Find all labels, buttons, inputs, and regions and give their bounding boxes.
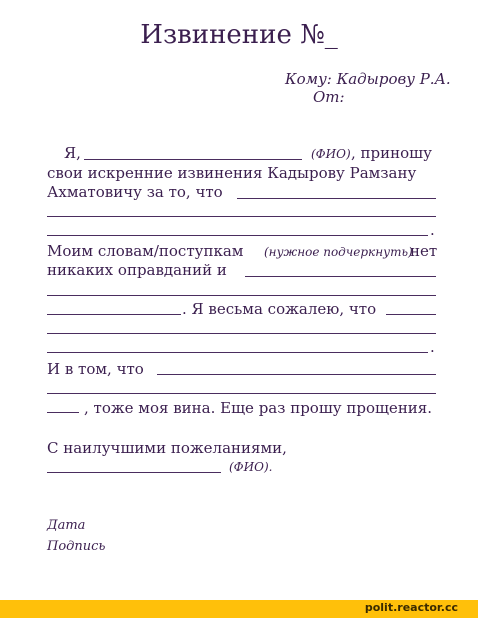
- p3-end: , тоже моя вина. Еще раз прошу прощения.: [84, 399, 433, 417]
- document-title: Извинение №_: [140, 20, 338, 50]
- site-watermark: polit.reactor.cc: [364, 601, 458, 614]
- excuse-blank-line-1: [245, 276, 436, 277]
- signature-label: Подпись: [47, 539, 106, 554]
- fault-blank-line-1: [157, 374, 436, 375]
- closing-fio-hint: (ФИО).: [229, 460, 273, 474]
- p1-start: Я,: [64, 144, 81, 162]
- p1-period: .: [430, 221, 435, 239]
- fio-hint: (ФИО): [311, 147, 351, 161]
- p1-line2: свои искренние извинения Кадырову Рамзану: [47, 164, 417, 182]
- date-label: Дата: [47, 518, 86, 533]
- p1-line3: Ахматовичу за то, что: [47, 183, 223, 201]
- closing-fio-line: [47, 472, 221, 473]
- p2-hint: (нужное подчеркнуть): [264, 245, 413, 259]
- regret-blank-line-3: [47, 352, 428, 353]
- regret-blank-line-1: [386, 314, 436, 315]
- closing: С наилучшими пожеланиями,: [47, 439, 287, 457]
- recipient: Кому: Кадырову Р.А.: [285, 70, 451, 88]
- p3-start: И в том, что: [47, 360, 144, 378]
- p2-after-hint: нет: [410, 242, 438, 260]
- excuse-blank-line-2: [47, 295, 436, 296]
- p1-after-fio: , приношу: [351, 144, 432, 162]
- fio-blank-line: [84, 159, 302, 160]
- footer-bar: [0, 600, 478, 618]
- p2-start: Моим словам/поступкам: [47, 242, 244, 260]
- fault-blank-line-2: [47, 393, 436, 394]
- regret-blank-line-2: [47, 333, 436, 334]
- p2-mid: . Я весьма сожалею, что: [182, 300, 377, 318]
- p2-period: .: [430, 338, 435, 356]
- reason-blank-line-3: [47, 235, 428, 236]
- p2-line2: никаких оправданий и: [47, 261, 227, 279]
- sender-label: От:: [313, 88, 345, 106]
- reason-blank-line-1: [237, 198, 436, 199]
- fault-blank-line-3: [47, 412, 79, 413]
- reason-blank-line-2: [47, 216, 436, 217]
- excuse-blank-line-3: [47, 314, 181, 315]
